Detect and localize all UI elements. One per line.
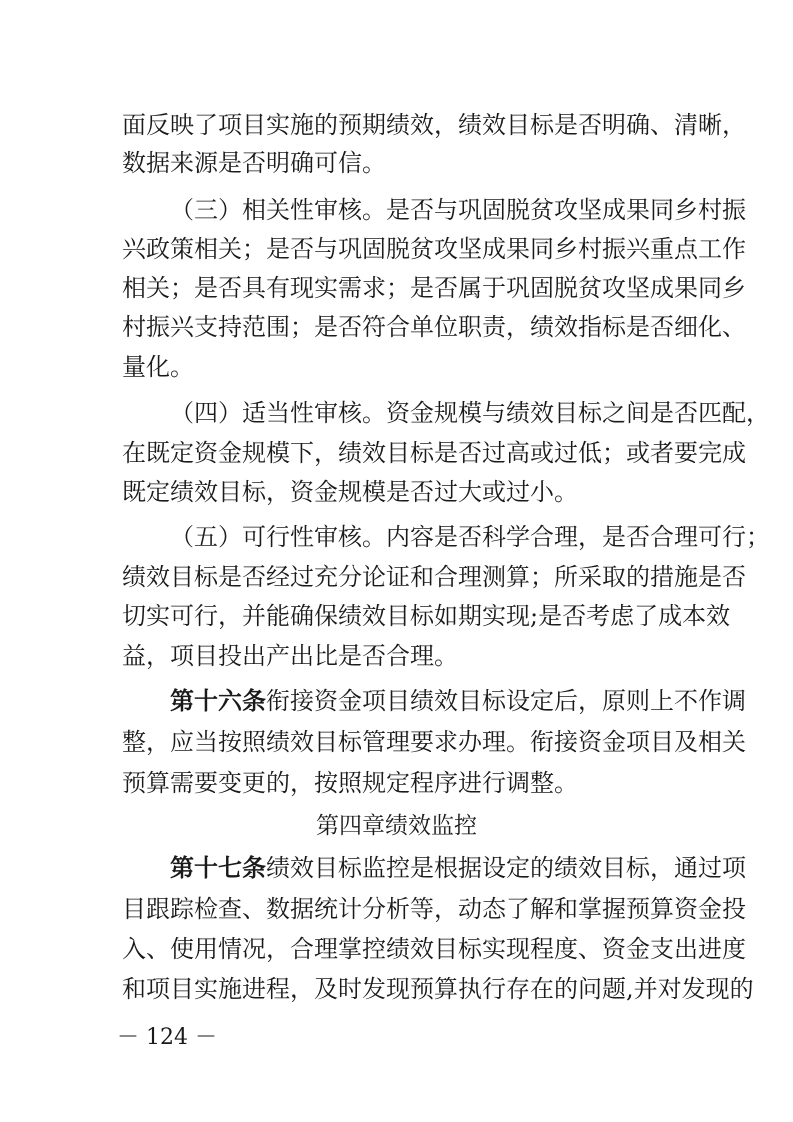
paragraph-line: 数据来源是否明确可信。: [122, 149, 386, 177]
article-17-label: 第十七条: [170, 854, 266, 882]
paragraph-line: （四）适当性审核。资金规模与绩效目标之间是否匹配，: [170, 399, 770, 427]
article-16-first-line: [170, 678, 746, 724]
paragraph-line: 相关；是否具有现实需求；是否属于巩固脱贫攻坚成果同乡: [122, 274, 746, 302]
paragraph-line: 兴政策相关；是否与巩固脱贫攻坚成果同乡村振兴重点工作: [122, 235, 746, 263]
paragraph-line: 整，应当按照绩效目标管理要求办理。衔接资金项目及相关: [122, 728, 746, 756]
paragraph-line: 面反映了项目实施的预期绩效，绩效目标是否明确、清晰，: [122, 111, 746, 139]
paragraph-line: 预算需要变更的，按照规定程序进行调整。: [122, 769, 578, 797]
chapter-heading: 第四章绩效监控: [316, 813, 477, 839]
paragraph-line: 益，项目投出产出比是否合理。: [122, 642, 458, 670]
article-17-first-line: [170, 845, 746, 891]
paragraph-line: 绩效目标是否经过充分论证和合理测算；所采取的措施是否: [122, 563, 746, 591]
paragraph-line: 村振兴支持范围；是否符合单位职责，绩效指标是否细化、: [122, 313, 746, 341]
paragraph-line: 和项目实施进程，及时发现预算执行存在的问题,并对发现的: [122, 975, 754, 1003]
paragraph-line: （五）可行性审核。内容是否科学合理，是否合理可行；: [170, 523, 770, 551]
page-number: － 124 －: [117, 1025, 217, 1050]
paragraph-line: 量化。: [122, 353, 194, 381]
paragraph-line: 入、使用情况，合理掌控绩效目标实现程度、资金支出进度: [122, 935, 746, 963]
paragraph-line: （三）相关性审核。是否与巩固脱贫攻坚成果同乡村振: [170, 196, 746, 224]
paragraph-line: 在既定资金规模下，绩效目标是否过高或过低；或者要完成: [122, 439, 746, 467]
paragraph-line: 既定绩效目标，资金规模是否过大或过小。: [122, 478, 578, 506]
paragraph-line: 目跟踪检查、数据统计分析等，动态了解和掌握预算资金投: [122, 895, 746, 923]
article-16-text: 衔接资金项目绩效目标设定后，原则上不作调: [266, 687, 746, 715]
article-16-label: 第十六条: [170, 687, 266, 715]
paragraph-line: 切实可行，并能确保绩效目标如期实现;是否考虑了成本效: [122, 602, 731, 630]
article-17-text: 绩效目标监控是根据设定的绩效目标，通过项: [266, 854, 746, 882]
